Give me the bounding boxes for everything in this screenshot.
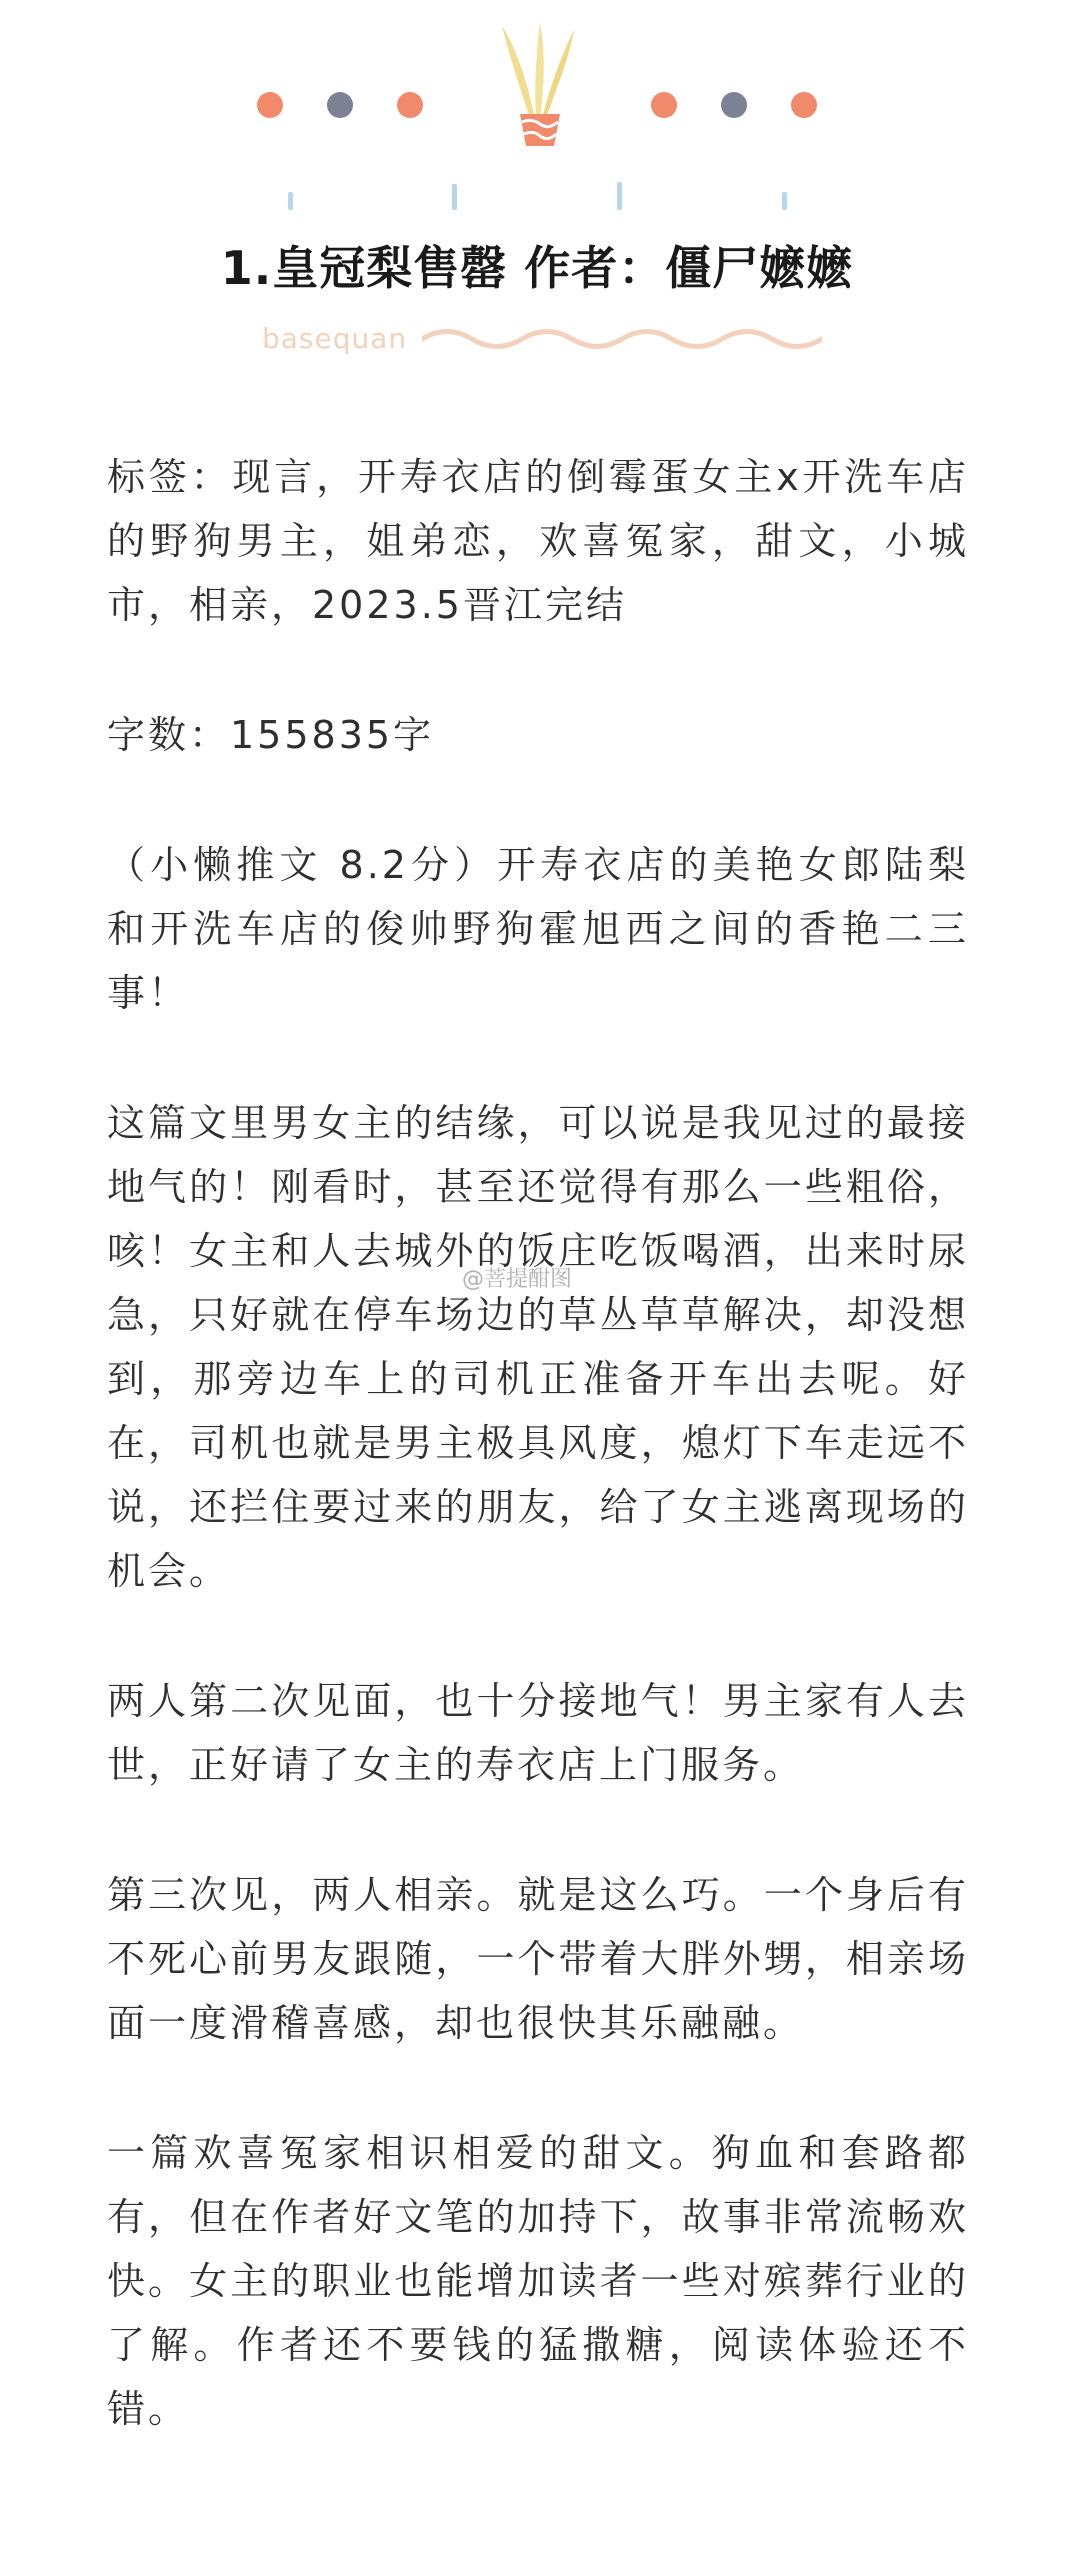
subtitle-decoration [262, 318, 822, 358]
decorative-header [0, 0, 1074, 380]
review-paragraph: 第三次见，两人相亲。就是这么巧。一个身后有不死心前男友跟随，一个带着大胖外甥，相亲场面一度滑稽喜感，却也很快其乐融融。 [107, 1873, 969, 2045]
page-title: 1.皇冠梨售罄 作者：僵尸嬷嬷 [220, 241, 854, 295]
tick-row [0, 182, 1074, 212]
tick-mark [288, 192, 293, 210]
gray-dot [721, 92, 747, 118]
orange-dot [257, 92, 283, 118]
orange-dot [397, 92, 423, 118]
article-body [107, 445, 969, 2507]
rating-paragraph: （小懒推文 8.2分）开寿衣店的美艳女郎陆梨和开洗车店的俊帅野狗霍旭西之间的香艳二三事！ [107, 843, 969, 1015]
gray-dot [327, 92, 353, 118]
potted-plant-icon [490, 18, 582, 148]
brand-label: basequan [262, 322, 408, 355]
word-count: 字数：155835字 [107, 713, 435, 757]
review-paragraph: 这篇文里男女主的结缘，可以说是我见过的最接地气的！刚看时，甚至还觉得有那么一些粗俗，咳！女主和人去城外的饭庄吃饭喝酒，出来时尿急，只好就在停车场边的草丛草草解决，却没想到，那旁边车上的司机正准备开车出去呢。好在，司机也就是男主极具风度，熄灯下车走远不说，还拦住要过来的朋友，给了女主逃离现场的机会。 [107, 1101, 969, 1593]
review-paragraph: 一篇欢喜冤家相识相爱的甜文。狗血和套路都有，但在作者好文笔的加持下，故事非常流畅欢快。女主的职业也能增加读者一些对殡葬行业的了解。作者还不要钱的猛撒糖，阅读体验还不错。 [107, 2131, 969, 2431]
tick-mark [452, 184, 457, 210]
review-paragraph: 两人第二次见面，也十分接地气！男主家有人去世，正好请了女主的寿衣店上门服务。 [107, 1679, 969, 1787]
tick-mark [617, 182, 622, 210]
orange-dot [651, 92, 677, 118]
watermark: @菩提酣图 [462, 1267, 573, 1292]
tags-paragraph: 标签：现言，开寿衣店的倒霉蛋女主x开洗车店的野狗男主，姐弟恋，欢喜冤家，甜文，小城市，相亲，2023.5晋江完结 [107, 455, 969, 627]
orange-dot [791, 92, 817, 118]
tick-mark [782, 192, 787, 210]
wave-divider-icon [422, 324, 822, 354]
